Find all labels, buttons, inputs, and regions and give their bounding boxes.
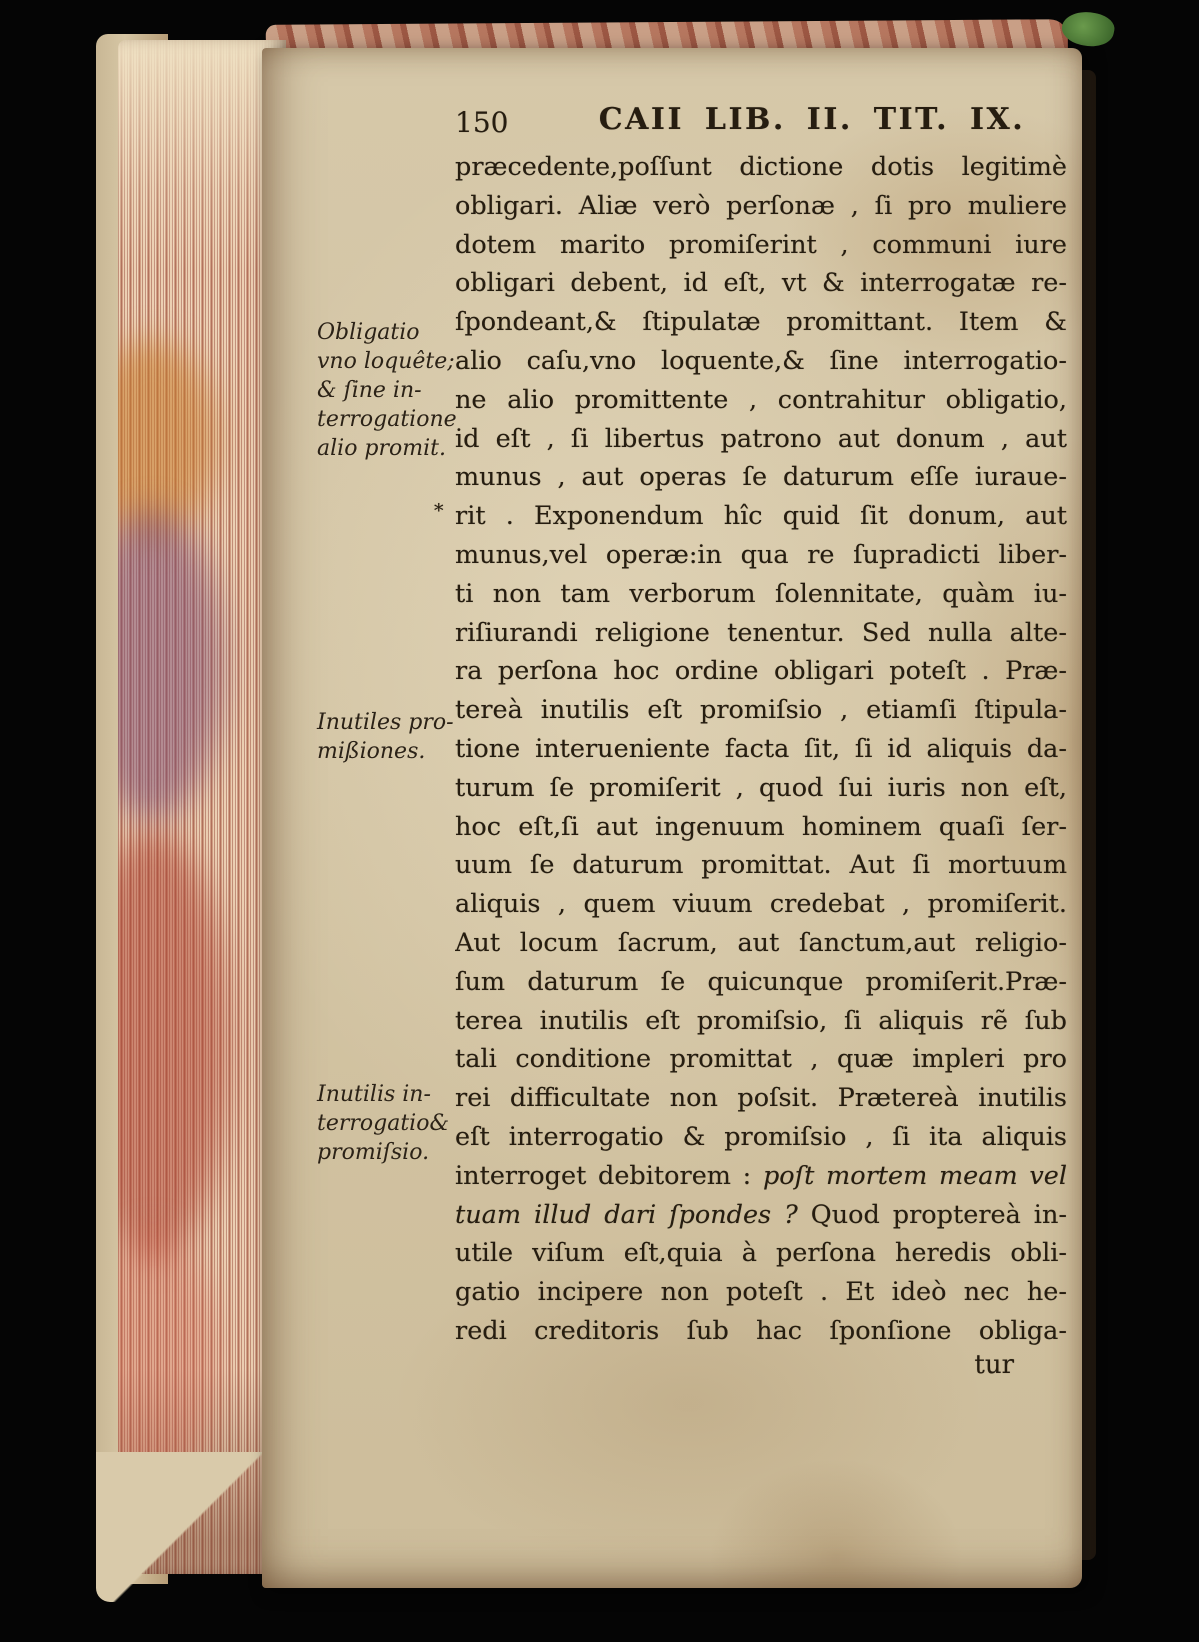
body-line: aliquis , quem viuum credebat , promiſerit. bbox=[455, 889, 1067, 920]
body-line: ti non tam verborum ſolennitate, quàm iu- bbox=[455, 578, 1067, 609]
book-page bbox=[262, 48, 1082, 1588]
body-line: præcedente,poſſunt dictione dotis legitimè bbox=[455, 152, 1067, 182]
body-text bbox=[455, 148, 1067, 1351]
stain-red-lower bbox=[118, 1230, 218, 1490]
margin-note-line: terrogatione bbox=[317, 407, 457, 432]
margin-note-line: alio promit. bbox=[317, 436, 447, 461]
margin-note-line: promiſsio. bbox=[317, 1140, 430, 1165]
asterisk-mark: * bbox=[434, 500, 444, 522]
body-line: tali conditione promittat , quæ impleri pro bbox=[455, 1044, 1067, 1075]
body-line: obligari debent, id eſt, vt & interrogatæ re- bbox=[455, 268, 1067, 299]
body-line: turum ſe promiſerit , quod ſui iuris non eſt, bbox=[455, 772, 1067, 803]
margin-note-line: terrogatio& bbox=[317, 1111, 450, 1136]
body-line: ſum daturum ſe quicunque promiſerit.Præ- bbox=[455, 966, 1067, 997]
margin-note-line: Inutilis in- bbox=[317, 1082, 431, 1107]
body-line: tione interueniente facta ſit, ſi id aliquis da- bbox=[455, 733, 1067, 764]
body-line: terea inutilis eſt promiſsio, ſi aliquis rẽ ſub bbox=[455, 1005, 1067, 1036]
body-line: munus , aut operas ſe daturum eſſe iuraue- bbox=[455, 462, 1067, 493]
margin-note-line: & ſine in- bbox=[317, 378, 422, 403]
margin-note-line: Inutiles pro- bbox=[317, 710, 454, 735]
page-edges bbox=[118, 40, 286, 1574]
body-line: Aut locum ſacrum, aut ſanctum,aut religio- bbox=[455, 927, 1067, 958]
body-line: gatio incipere non poteſt . Et ideò nec he- bbox=[455, 1277, 1067, 1308]
body-line: interroget debitorem : poſt mortem meam vel bbox=[455, 1160, 1067, 1191]
cover-corner-fold bbox=[96, 1452, 266, 1602]
body-line: hoc eſt,ſi aut ingenuum hominem quaſi ſer- bbox=[455, 811, 1067, 842]
body-line: id eſt , ſi libertus patrono aut donum , aut bbox=[455, 423, 1067, 454]
page-number: 150 bbox=[455, 106, 509, 139]
body-line: utile viſum eſt,quia à perſona heredis obli- bbox=[455, 1238, 1067, 1269]
margin-note-line: mißiones. bbox=[317, 739, 426, 764]
body-line: rit . Exponendum hîc quid ſit donum, aut bbox=[455, 501, 1067, 532]
body-line: eſt interrogatio & promiſsio , ſi ita aliquis bbox=[455, 1121, 1067, 1152]
margin-note-obligatio bbox=[317, 318, 463, 463]
body-line: riſiurandi religione tenentur. Sed nulla alte- bbox=[455, 617, 1067, 648]
body-line: uum ſe daturum promittat. Aut ſi mortuum bbox=[455, 850, 1067, 881]
margin-note-line: vno loquête; bbox=[317, 349, 455, 374]
running-title: CAII LIB. II. TIT. IX. bbox=[598, 102, 1026, 137]
body-line: obligari. Aliæ verò perſonæ , ſi pro muliere bbox=[455, 190, 1067, 221]
body-line: rei difficultate non poſsit. Prætereà inutilis bbox=[455, 1083, 1067, 1114]
margin-note-line: Obligatio bbox=[317, 320, 420, 345]
body-line: dotem marito promiſerint , communi iure bbox=[455, 229, 1067, 260]
body-line: munus,vel operæ:in qua re ſupradicti liber- bbox=[455, 539, 1067, 570]
stain-red bbox=[118, 830, 228, 1260]
body-line: alio caſu,vno loquente,& ſine interrogatio- bbox=[455, 345, 1067, 376]
body-line: redi creditoris ſub hac ſponſione obliga- bbox=[455, 1315, 1067, 1346]
body-line: tuam illud dari ſpondes ? Quod proptereà in- bbox=[455, 1199, 1067, 1230]
body-line: ne alio promittente , contrahitur obligatio, bbox=[455, 384, 1067, 415]
stain-orange bbox=[118, 340, 216, 540]
body-line: ſpondeant,& ſtipulatæ promittant. Item & bbox=[455, 307, 1067, 338]
body-line: tereà inutilis eſt promiſsio , etiamſi ſtipula- bbox=[455, 695, 1067, 726]
body-line: ra perſona hoc ordine obligari poteſt . Præ- bbox=[455, 656, 1067, 687]
margin-note-inutiles bbox=[317, 708, 463, 766]
stain-purple bbox=[118, 510, 222, 820]
margin-note-inutilis bbox=[317, 1080, 463, 1167]
catchword: tur bbox=[974, 1350, 1014, 1380]
